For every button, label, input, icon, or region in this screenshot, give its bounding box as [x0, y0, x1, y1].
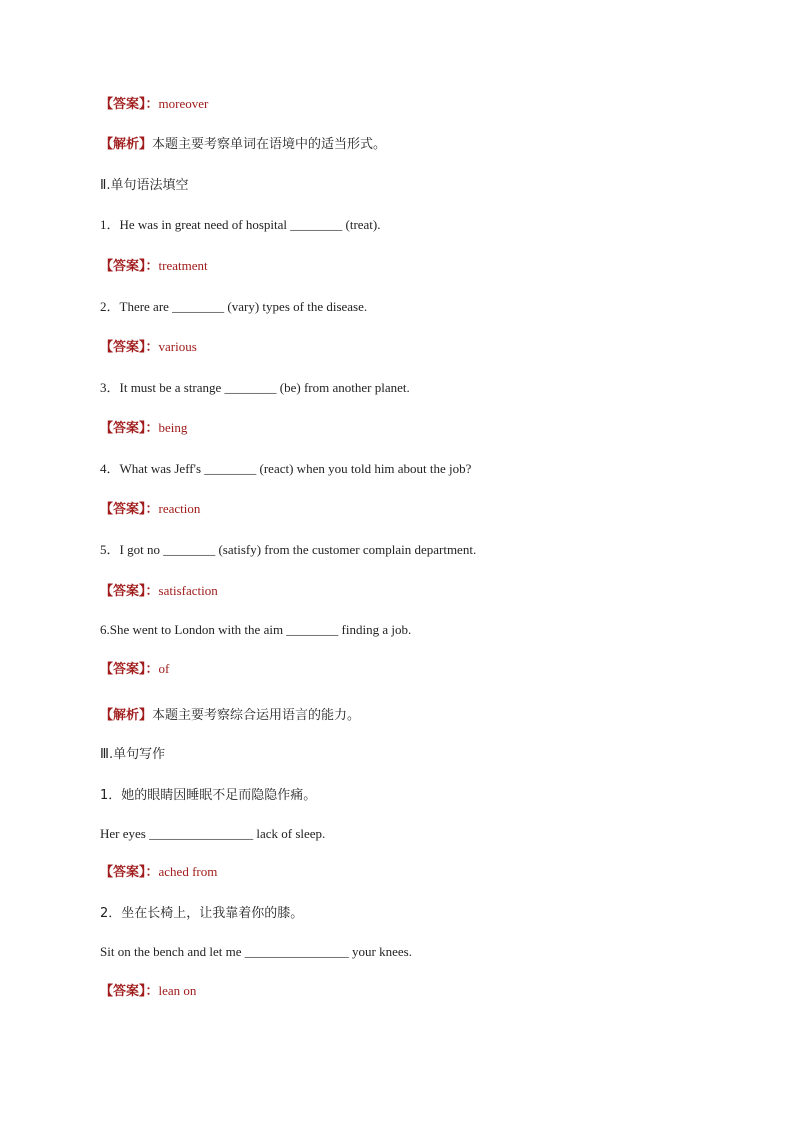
- answer-label: 【答案】：: [100, 340, 159, 355]
- answer-line: [100, 419, 187, 438]
- answer-label: 【答案】：: [100, 502, 159, 517]
- question-line: [100, 786, 316, 805]
- answer-text: treatment: [158, 258, 208, 273]
- section-heading-text: Ⅲ.单句写作: [100, 747, 166, 762]
- section-heading-text: Ⅱ.单句语法填空: [100, 178, 189, 193]
- question-text: Sit on the bench and let me ________________ your knees.: [100, 944, 412, 959]
- answer-line: [100, 863, 217, 882]
- explanation-label: 【解析】: [100, 137, 153, 152]
- answer-label: 【答案】：: [100, 584, 159, 599]
- question-chinese-text: 2．坐在长椅上，让我靠着你的膝。: [100, 906, 304, 921]
- answer-label: 【答案】：: [100, 421, 159, 436]
- explanation-text: 本题主要考察综合运用语言的能力。: [152, 708, 361, 723]
- answer-text: satisfaction: [158, 583, 218, 598]
- question-chinese-text: 1．她的眼睛因睡眠不足而隐隐作痛。: [100, 788, 317, 803]
- question-text: 1．He was in great need of hospital ________ (treat).: [100, 217, 381, 232]
- answer-text: of: [158, 661, 170, 676]
- question-text: 5．I got no ________ (satisfy) from the customer complain department.: [100, 542, 477, 557]
- answer-text: being: [158, 420, 188, 435]
- question-line: [100, 621, 411, 639]
- question-line: [100, 541, 476, 559]
- question-line: [100, 379, 410, 397]
- answer-label: 【答案】：: [100, 865, 159, 880]
- answer-line: [100, 257, 208, 276]
- answer-text: moreover: [158, 96, 209, 111]
- answer-line: [100, 982, 196, 1001]
- section-heading: [100, 745, 165, 764]
- answer-line: [100, 338, 197, 357]
- question-text: Her eyes ________________ lack of sleep.: [100, 826, 326, 841]
- answer-line: [100, 95, 208, 114]
- explanation-text: 本题主要考察单词在语境中的适当形式。: [152, 137, 387, 152]
- question-text: 6.She went to London with the aim ________ finding a job.: [100, 622, 412, 637]
- answer-text: reaction: [158, 501, 201, 516]
- explanation-line: [100, 706, 360, 725]
- question-line: [100, 943, 412, 961]
- question-line: [100, 460, 471, 478]
- answer-text: various: [158, 339, 197, 354]
- question-text: 2．There are ________ (vary) types of the disease.: [100, 299, 368, 314]
- answer-label: 【答案】：: [100, 984, 159, 999]
- question-line: [100, 825, 325, 843]
- explanation-line: [100, 135, 386, 154]
- question-text: 4．What was Jeff's ________ (react) when you told him about the job?: [100, 461, 472, 476]
- answer-text: lean on: [158, 983, 197, 998]
- answer-label: 【答案】：: [100, 259, 159, 274]
- answer-line: [100, 500, 200, 519]
- question-line: [100, 904, 303, 923]
- question-line: [100, 298, 367, 316]
- answer-label: 【答案】：: [100, 97, 159, 112]
- answer-line: [100, 582, 218, 601]
- section-heading: [100, 176, 189, 195]
- explanation-label: 【解析】: [100, 708, 153, 723]
- question-line: [100, 216, 381, 234]
- answer-text: ached from: [158, 864, 218, 879]
- question-text: 3．It must be a strange ________ (be) from another planet.: [100, 380, 410, 395]
- answer-label: 【答案】：: [100, 662, 159, 677]
- answer-line: [100, 660, 169, 679]
